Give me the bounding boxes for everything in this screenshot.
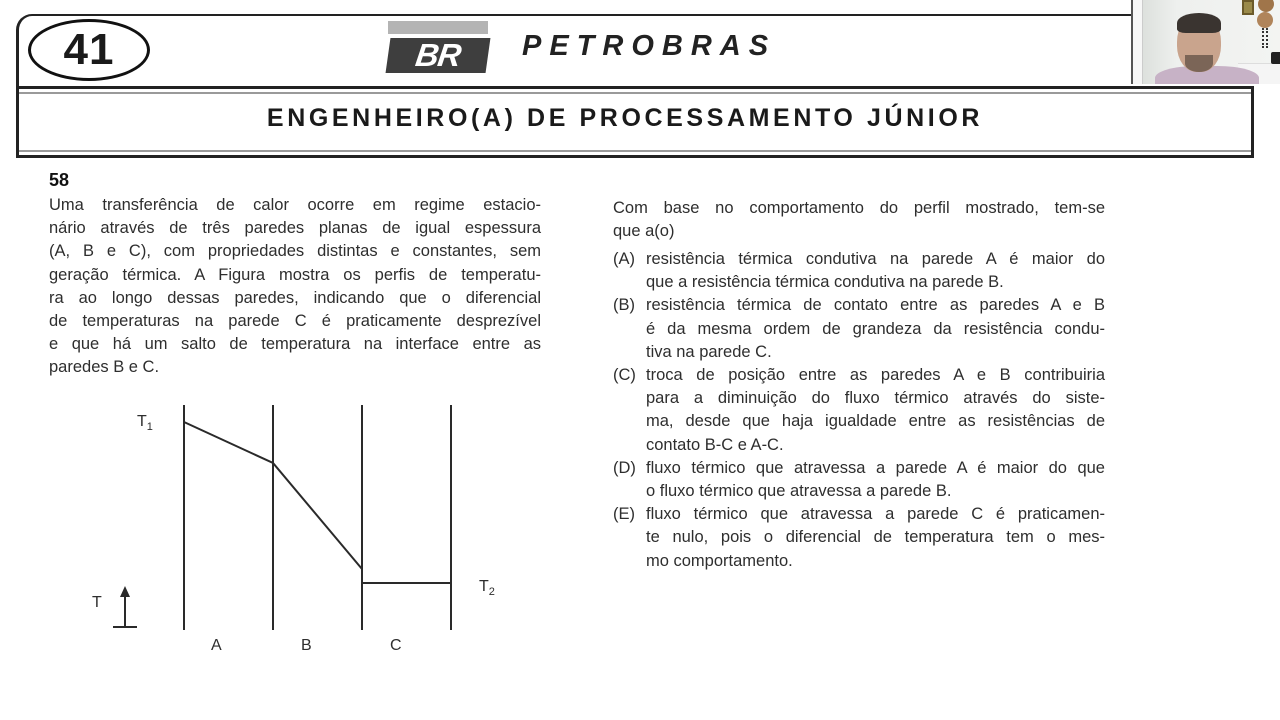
answer-options <box>613 248 1105 573</box>
option-d[interactable] <box>613 457 1105 503</box>
wall-label-c: C <box>390 637 402 654</box>
option-c[interactable] <box>613 364 1105 457</box>
option-line: para a diminuição do fluxo térmico através do siste- <box>646 389 1105 408</box>
logo-box: BR <box>386 38 491 73</box>
option-letter: (D) <box>613 458 636 477</box>
option-letter: (A) <box>613 250 635 268</box>
stem-line: ra ao longo dessas paredes, indicando que o diferencial <box>49 288 541 307</box>
axis-label: T <box>92 594 102 611</box>
option-b[interactable] <box>613 294 1105 364</box>
webcam-background <box>1133 0 1143 84</box>
page-number-badge: 41 <box>28 19 150 81</box>
stem-line: paredes B e C. <box>49 358 160 377</box>
webcam-decor <box>1257 12 1273 28</box>
exam-title-band <box>16 86 1254 158</box>
option-e[interactable] <box>613 503 1105 573</box>
stem-line: de temperaturas na parede C é praticamente desprezível <box>49 312 541 331</box>
question-number: 58 <box>49 170 70 190</box>
stem-line: Uma transferência de calor ocorre em regime estacio- <box>49 196 541 214</box>
stem-line: nário através de três paredes planas de igual espessura <box>49 219 541 238</box>
webcam-speaker <box>1271 52 1280 64</box>
option-line: contato B-C e A-C. <box>646 435 784 454</box>
presenter-hair <box>1177 13 1221 33</box>
t1-label-main: T <box>137 413 147 430</box>
stem-line: geração térmica. A Figura mostra os perfis de temperatu- <box>49 265 541 284</box>
wall-label-a: A <box>211 637 222 654</box>
question-prompt <box>613 197 1105 243</box>
option-letter: (B) <box>613 296 635 315</box>
option-line: mo comportamento. <box>646 551 793 570</box>
brand-name: PETROBRAS <box>522 30 777 62</box>
webcam-decor <box>1262 28 1268 48</box>
option-line: te nulo, pois o diferencial de temperatura tem o mes- <box>646 528 1105 547</box>
webcam-decor <box>1258 0 1274 12</box>
stem-line: e que há um salto de temperatura na interface entre as <box>49 335 541 354</box>
option-letter: (C) <box>613 366 636 385</box>
option-line: fluxo térmico que atravessa a parede A é maior do que <box>646 458 1105 477</box>
prompt-line: Com base no comportamento do perfil mostrado, tem-se <box>613 199 1105 217</box>
t1-label-sub: 1 <box>146 421 153 433</box>
option-line: resistência térmica condutiva na parede A é maior do <box>646 250 1105 268</box>
option-letter: (E) <box>613 505 635 524</box>
option-a[interactable] <box>613 248 1105 294</box>
arrow-up-icon <box>120 586 130 597</box>
t2-label-sub: 2 <box>488 586 495 598</box>
presenter-beard <box>1185 55 1213 72</box>
option-line: tiva na parede C. <box>646 342 772 361</box>
logo-stripe <box>388 21 488 34</box>
temperature-profile-figure <box>80 395 520 670</box>
temperature-profile-diagram <box>80 395 520 670</box>
option-line: ma, desde que haja igualdade entre as resistências de <box>646 412 1105 431</box>
prompt-line: que a(o) <box>613 222 675 241</box>
wall-label-b: B <box>301 637 312 654</box>
option-line: troca de posição entre as paredes A e B contribuiria <box>646 366 1105 385</box>
br-logo <box>388 21 488 73</box>
option-line: o fluxo térmico que atravessa a parede B. <box>646 482 952 501</box>
option-line: fluxo térmico que atravessa a parede C é praticamen- <box>646 505 1105 524</box>
stem-line: (A, B e C), com propriedades distintas e constantes, sem <box>49 242 541 261</box>
presenter-webcam <box>1131 0 1280 84</box>
t2-label-main: T <box>479 578 489 595</box>
option-line: resistência térmica de contato entre as paredes A e B <box>646 296 1105 315</box>
t1-label <box>137 413 153 433</box>
webcam-picture-frame <box>1242 0 1254 15</box>
option-line: é da mesma ordem de grandeza da resistência condu- <box>646 319 1105 338</box>
question-stem <box>49 194 541 380</box>
t2-label <box>479 578 495 598</box>
option-line: que a resistência térmica condutiva na parede B. <box>646 273 1004 292</box>
exam-title: ENGENHEIRO(A) DE PROCESSAMENTO JÚNIOR <box>266 104 984 132</box>
